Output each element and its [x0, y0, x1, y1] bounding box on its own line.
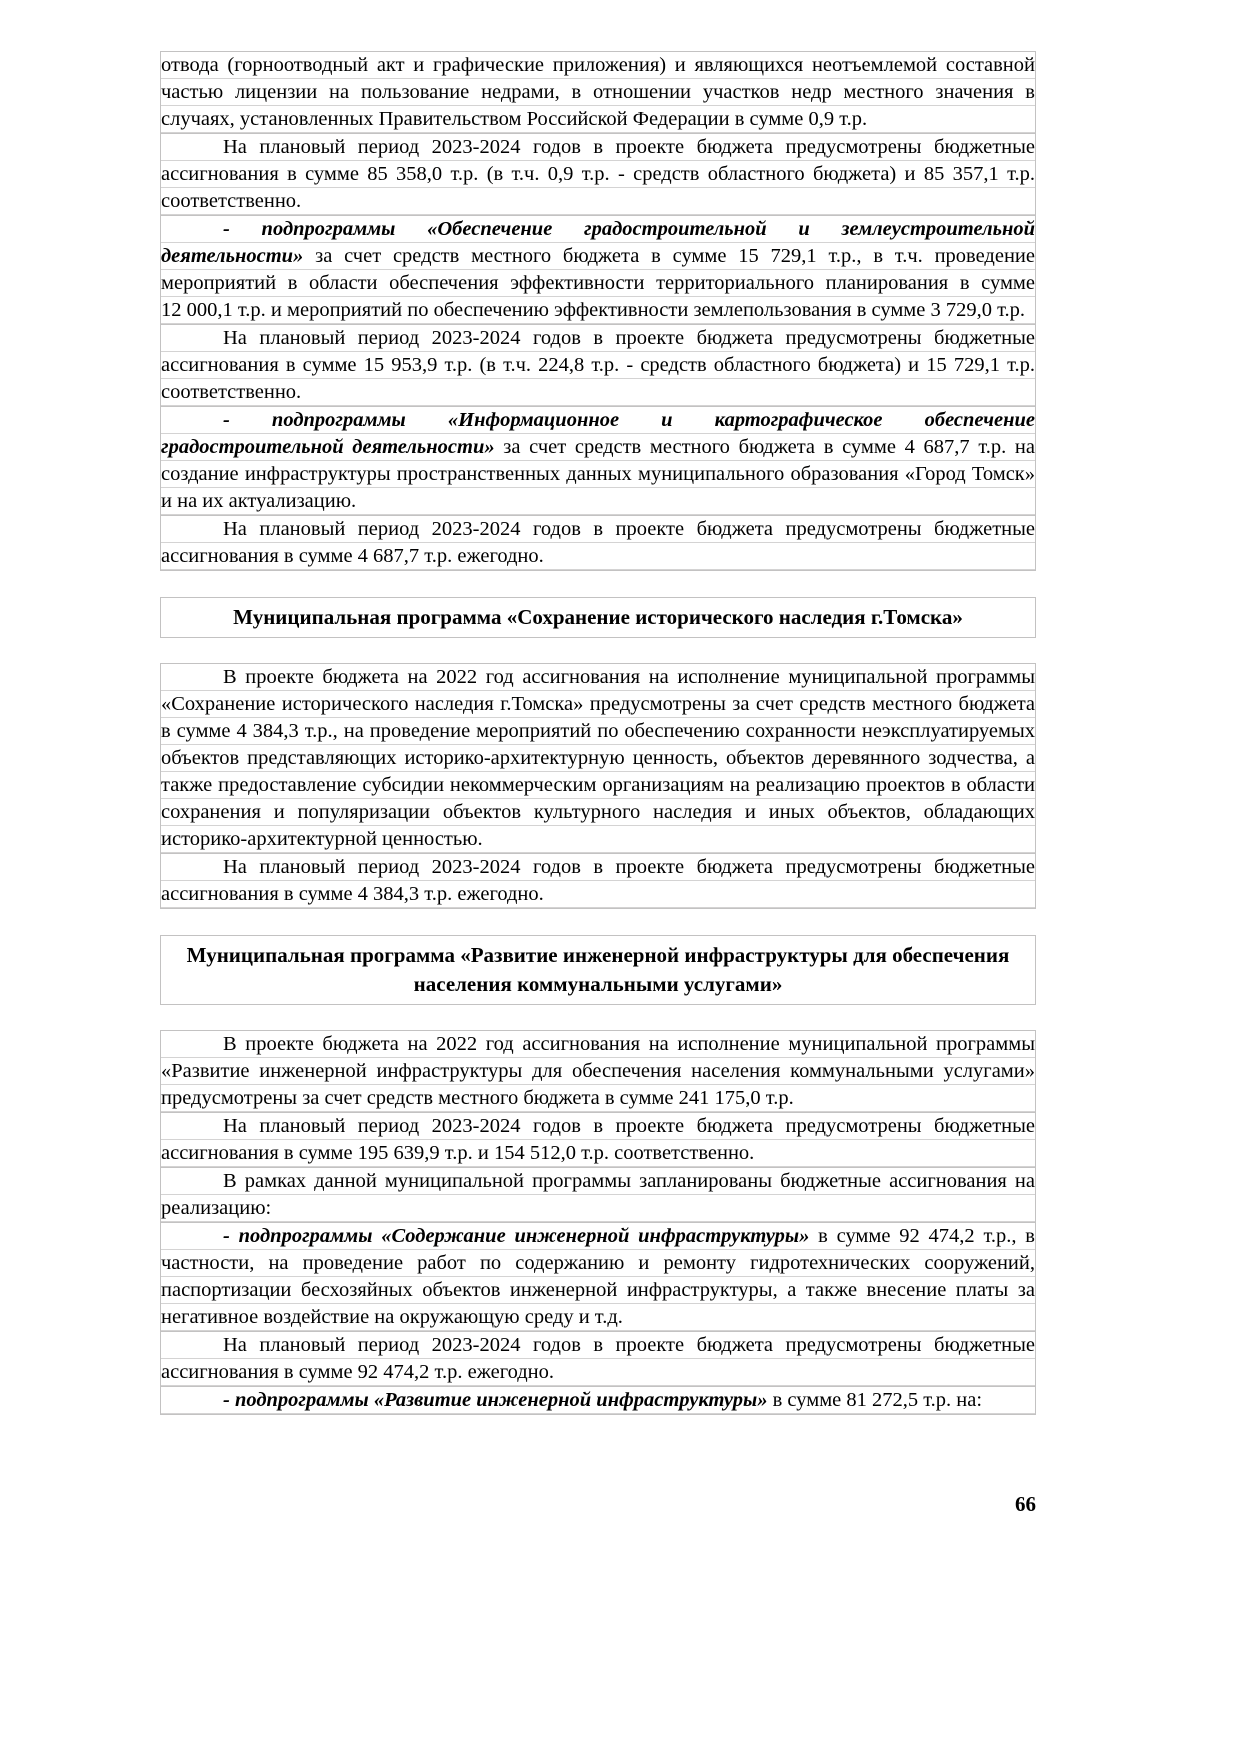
paragraph: [160, 1167, 1036, 1223]
paragraph-text: В рамках данной муниципальной программы запланированы бюджетные ассигнования на реализацию:: [161, 1170, 1035, 1219]
subprogram-lead: - подпрограммы «Информационное и картографическое обеспечение градостроительной деятельности»: [161, 409, 1035, 458]
page-number: 66: [1015, 1492, 1036, 1516]
paragraph: [160, 1112, 1036, 1168]
paragraph: [160, 51, 1036, 134]
paragraph: [160, 406, 1036, 516]
paragraph: [160, 1386, 1036, 1415]
paragraph-text: в сумме 81 272,5 т.р. на:: [767, 1389, 983, 1411]
paragraph: [160, 1222, 1036, 1332]
paragraph-text: На плановый период 2023-2024 годов в проекте бюджета предусмотрены бюджетные ассигнования в сумме 4 687,7 т.р. ежегодно.: [161, 518, 1035, 567]
paragraph: [160, 853, 1036, 909]
paragraph: [160, 515, 1036, 571]
paragraph-text: за счет средств местного бюджета в сумме 4 687,7 т.р. на создание инфраструктуры пространственных данных муниципального образования «Город Томск» и на их актуализацию.: [161, 436, 1035, 512]
paragraph: [160, 1030, 1036, 1113]
paragraph: [160, 663, 1036, 854]
paragraph-text: На плановый период 2023-2024 годов в проекте бюджета предусмотрены бюджетные ассигнования в сумме 4 384,3 т.р. ежегодно.: [161, 856, 1035, 905]
paragraph-text: На плановый период 2023-2024 годов в проекте бюджета предусмотрены бюджетные ассигнования в сумме 92 474,2 т.р. ежегодно.: [161, 1334, 1035, 1383]
paragraph-text: На плановый период 2023-2024 годов в проекте бюджета предусмотрены бюджетные ассигнования в сумме 85 358,0 т.р. (в т.ч. 0,9 т.р. - средств областного бюджета) и 85 357,1 т.р. соответственно.: [161, 136, 1035, 212]
program-heading-text: Муниципальная программа «Сохранение исторического наследия г.Томска»: [233, 605, 963, 629]
document-content: [160, 52, 1036, 1415]
paragraph-text: На плановый период 2023-2024 годов в проекте бюджета предусмотрены бюджетные ассигнования в сумме 15 953,9 т.р. (в т.ч. 224,8 т.р. - средств областного бюджета) и 15 729,1 т.р. соответственно.: [161, 327, 1035, 403]
paragraph: [160, 1331, 1036, 1387]
program-heading: [160, 597, 1036, 638]
paragraph: [160, 324, 1036, 407]
paragraph-text: В проекте бюджета на 2022 год ассигнования на исполнение муниципальной программы «Развитие инженерной инфраструктуры для обеспечения населения коммунальными услугами» предусмотрены за счет средств местного бюджета в сумме 241 175,0 т.р.: [161, 1033, 1035, 1109]
subprogram-lead: - подпрограммы «Содержание инженерной инфраструктуры»: [223, 1225, 810, 1247]
paragraph-text: На плановый период 2023-2024 годов в проекте бюджета предусмотрены бюджетные ассигнования в сумме 195 639,9 т.р. и 154 512,0 т.р. соответственно.: [161, 1115, 1035, 1164]
paragraph-text: В проекте бюджета на 2022 год ассигнования на исполнение муниципальной программы «Сохранение исторического наследия г.Томска» предусмотрены за счет средств местного бюджета в сумме 4 384,3 т.р., на проведение мероприятий по обеспечению сохранности неэксплуатируемых объектов представляющих историко-архитектурную ценность, объектов деревянного зодчества, а также предоставление субсидии некоммерческим организациям на реализацию проектов в области сохранения и популяризации объектов культурного наследия и иных объектов, обладающих историко-архитектурной ценностью.: [161, 666, 1035, 850]
paragraph: [160, 215, 1036, 325]
program-heading: [160, 935, 1036, 1005]
paragraph-text: отвода (горноотводный акт и графические приложения) и являющихся неотъемлемой составной частью лицензии на пользование недрами, в отношении участков недр местного значения в случаях, установленных Правительством Российской Федерации в сумме 0,9 т.р.: [161, 54, 1035, 130]
paragraph-text: в сумме 92 474,2 т.р., в частности, на проведение работ по содержанию и ремонту гидротехнических сооружений, паспортизации бесхозяйных объектов инженерной инфраструктуры, а также внесение платы за негативное воздействие на окружающую среду и т.д.: [161, 1225, 1035, 1328]
paragraph-text: за счет средств местного бюджета в сумме 15 729,1 т.р., в т.ч. проведение мероприятий в области обеспечения эффективности территориального планирования в сумме 12 000,1 т.р. и мероприятий по обеспечению эффективности землепользования в сумме 3 729,0 т.р.: [161, 245, 1035, 321]
subprogram-lead: - подпрограммы «Развитие инженерной инфраструктуры»: [223, 1389, 768, 1411]
subprogram-lead: - подпрограммы «Обеспечение градостроительной и землеустроительной деятельности»: [161, 218, 1035, 267]
paragraph: [160, 133, 1036, 216]
program-heading-text: Муниципальная программа «Развитие инженерной инфраструктуры для обеспечения населения коммунальными услугами»: [186, 943, 1010, 996]
